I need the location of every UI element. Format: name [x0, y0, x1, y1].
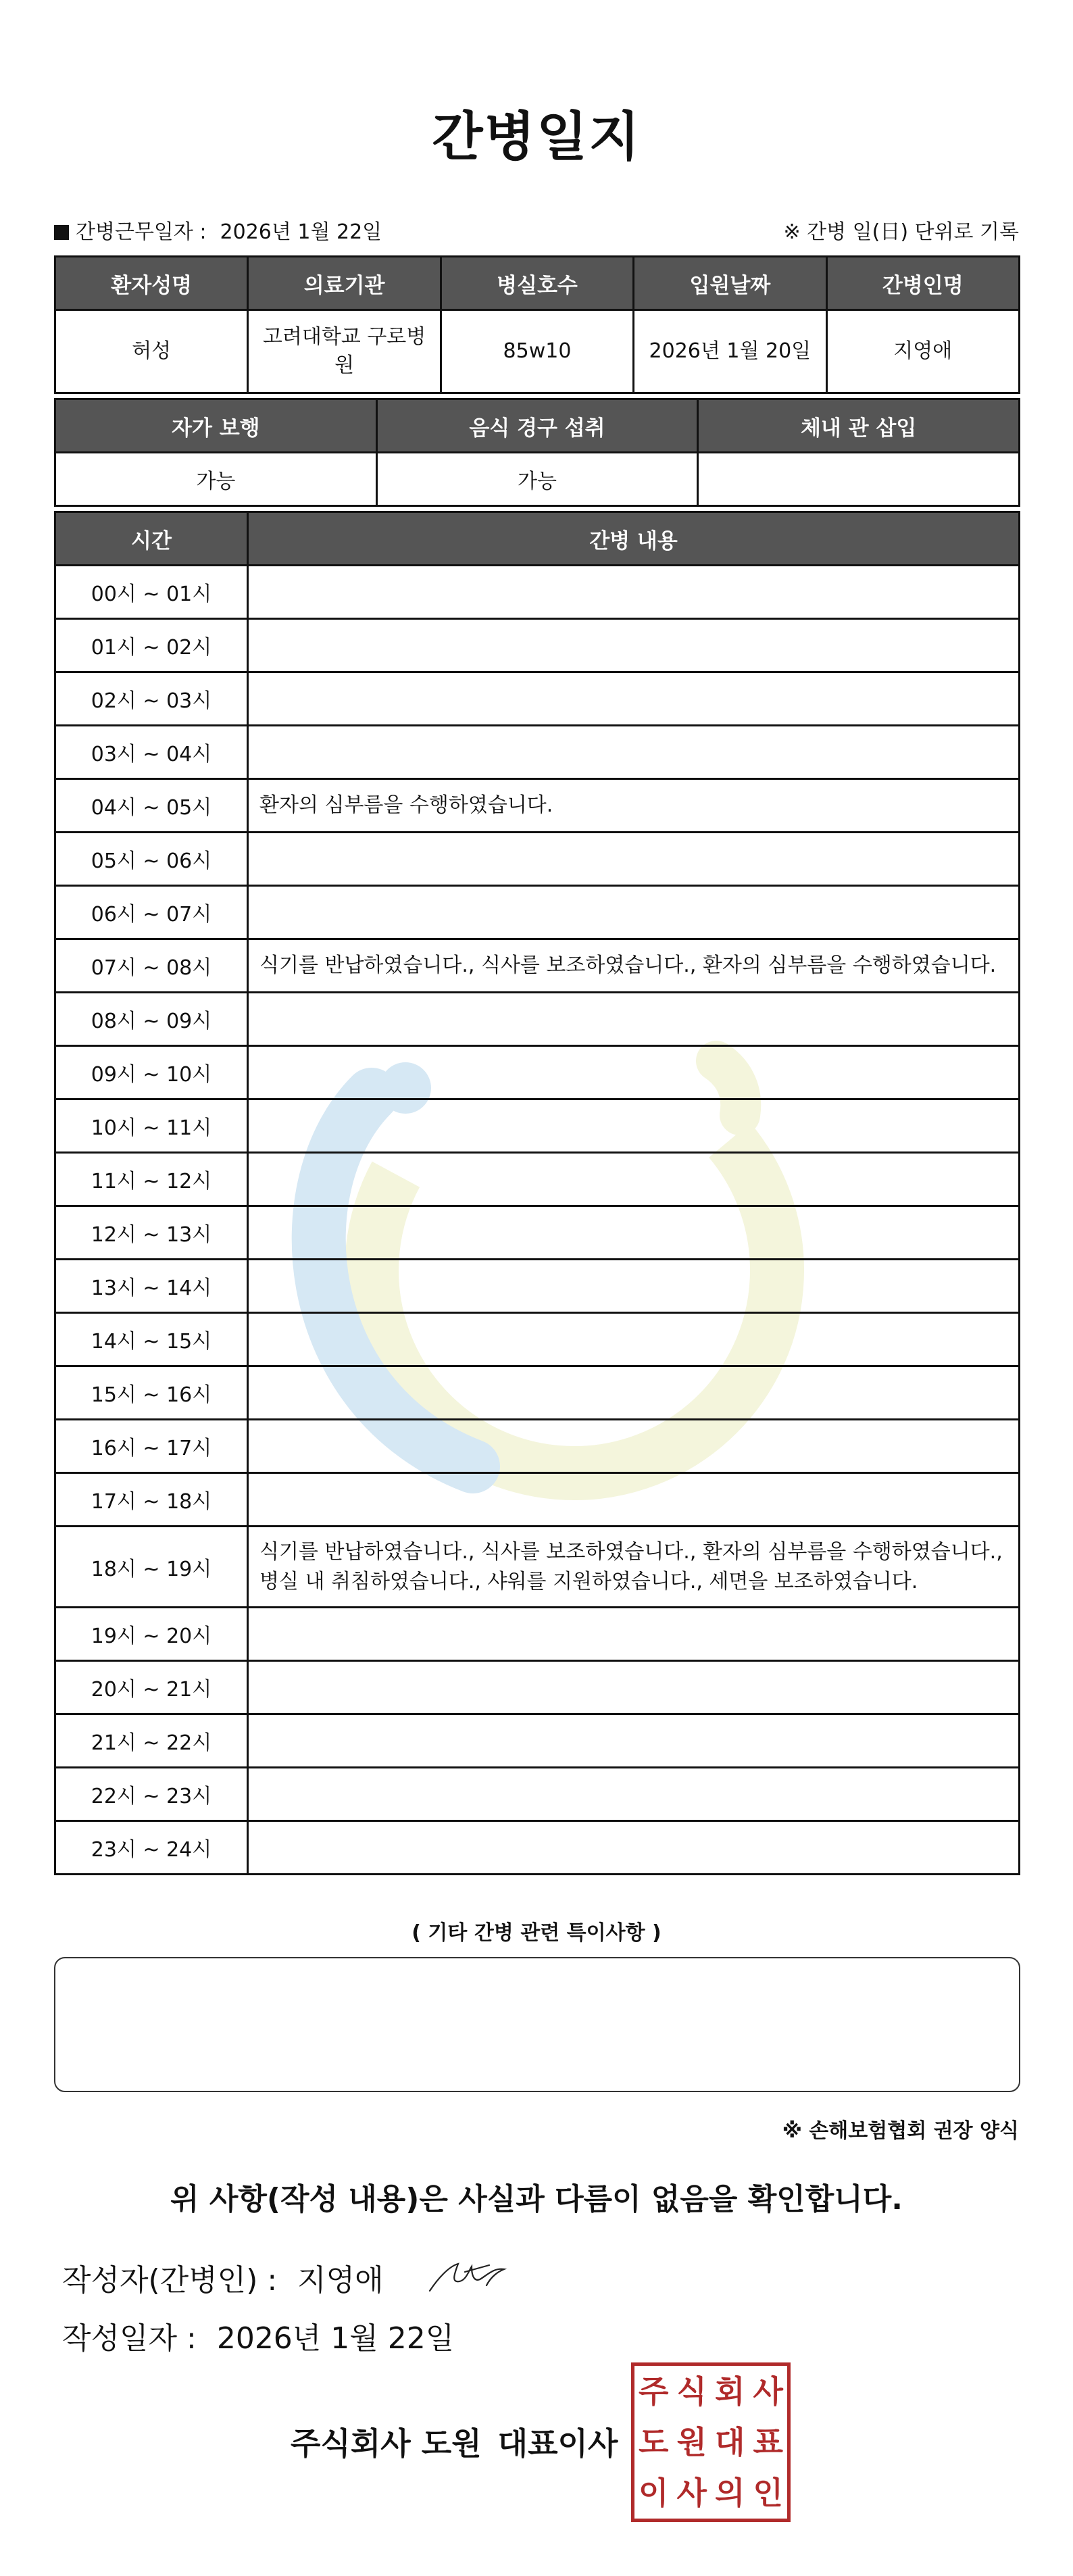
log-content: [248, 619, 1020, 672]
page-title: 간병일지: [432, 107, 641, 168]
write-date-value: 2026년 1월 22일: [216, 2321, 455, 2356]
header-time: 시간: [55, 512, 248, 566]
header-caregiver: 간병인명: [826, 257, 1019, 310]
header-room: 병실호수: [441, 257, 633, 310]
log-content: [248, 833, 1020, 886]
room-number: 85w10: [441, 310, 633, 393]
table-row: [55, 1608, 1020, 1661]
oral-intake: 가능: [376, 453, 698, 506]
log-time: 19시 ~ 20시: [55, 1608, 248, 1661]
table-row: [55, 726, 1020, 779]
write-date-label: 작성일자 :: [62, 2321, 197, 2356]
seal-character: 도: [639, 2423, 669, 2460]
log-content: [248, 1821, 1020, 1875]
notes-title: ( 기타 간병 관련 특이사항 ): [411, 1921, 662, 1945]
care-log-table: [54, 511, 1020, 1875]
table-row: [55, 1768, 1020, 1821]
log-time: 22시 ~ 23시: [55, 1768, 248, 1821]
table-row: [55, 1366, 1020, 1420]
patient-info-table: [54, 255, 1020, 394]
table-row: [55, 779, 1020, 833]
log-content: [248, 1420, 1020, 1473]
log-content: 식기를 반납하였습니다., 식사를 보조하였습니다., 환자의 심부름을 수행하였습니다., 병실 내 취침하였습니다., 샤워를 지원하였습니다., 세면을 보조하였습니다.: [248, 1527, 1020, 1608]
patient-name: 허성: [55, 310, 248, 393]
table-row: [55, 619, 1020, 672]
log-time: 18시 ~ 19시: [55, 1527, 248, 1608]
header-tube-insertion: 체내 관 삽입: [698, 399, 1020, 453]
seal-character: 주: [639, 2373, 669, 2410]
seal-character: 사: [753, 2373, 783, 2410]
meta-row: [54, 215, 1019, 245]
log-time: 11시 ~ 12시: [55, 1153, 248, 1206]
table-row: [55, 1313, 1020, 1366]
log-content: [248, 1099, 1020, 1153]
log-time: 02시 ~ 03시: [55, 672, 248, 726]
patient-ability-table: [54, 398, 1020, 507]
caregiver-name: 지영애: [826, 310, 1019, 393]
log-content: [248, 1153, 1020, 1206]
log-time: 09시 ~ 10시: [55, 1046, 248, 1099]
seal-character: 대: [715, 2423, 745, 2460]
log-content: [248, 726, 1020, 779]
log-content: [248, 1608, 1020, 1661]
log-time: 23시 ~ 24시: [55, 1821, 248, 1875]
log-time: 17시 ~ 18시: [55, 1473, 248, 1527]
table-row: [55, 1046, 1020, 1099]
table-row: [55, 833, 1020, 886]
seal-character: 표: [753, 2423, 783, 2460]
handwritten-signature: [424, 2252, 519, 2299]
seal-character: 회: [715, 2373, 745, 2410]
table-row: [55, 939, 1020, 993]
log-content: [248, 1768, 1020, 1821]
table-row: [55, 1099, 1020, 1153]
writer-name: 지영애: [297, 2263, 384, 2298]
admission-date: 2026년 1월 20일: [634, 310, 826, 393]
seal-character: 식: [676, 2373, 707, 2410]
hospital: 고려대학교 구로병원: [248, 310, 441, 393]
unit-note: ※ 간병 일(日) 단위로 기록: [783, 220, 1019, 244]
header-oral-intake: 음식 경구 섭취: [376, 399, 698, 453]
work-date-value: 2026년 1월 22일: [220, 220, 382, 244]
log-time: 07시 ~ 08시: [55, 939, 248, 993]
square-bullet-icon: [54, 225, 69, 240]
seal-character: 인: [753, 2475, 783, 2512]
log-content: [248, 1206, 1020, 1260]
log-time: 06시 ~ 07시: [55, 886, 248, 939]
log-time: 21시 ~ 22시: [55, 1714, 248, 1768]
company-seal-stamp: [631, 2362, 791, 2522]
table-row: [55, 1473, 1020, 1527]
log-content: [248, 1313, 1020, 1366]
company-line: [291, 2419, 618, 2464]
log-content: [248, 566, 1020, 619]
table-row: [55, 993, 1020, 1046]
log-content: 환자의 심부름을 수행하였습니다.: [248, 779, 1020, 833]
log-content: [248, 1366, 1020, 1420]
log-time: 03시 ~ 04시: [55, 726, 248, 779]
table-row: [55, 1153, 1020, 1206]
header-self-walking: 자가 보행: [55, 399, 377, 453]
seal-character: 의: [715, 2475, 745, 2512]
header-admission-date: 입원날짜: [634, 257, 826, 310]
table-row: [55, 1260, 1020, 1313]
header-care-content: 간병 내용: [248, 512, 1020, 566]
header-hospital: 의료기관: [248, 257, 441, 310]
log-time: 12시 ~ 13시: [55, 1206, 248, 1260]
table-row: [55, 1714, 1020, 1768]
table-row: [55, 1420, 1020, 1473]
log-content: 식기를 반납하였습니다., 식사를 보조하였습니다., 환자의 심부름을 수행하였습니다.: [248, 939, 1020, 993]
table-row: [55, 672, 1020, 726]
work-date-label: 간병근무일자 :: [76, 220, 207, 244]
notes-box: [54, 1957, 1020, 2092]
table-row: [55, 1527, 1020, 1608]
form-source-note: ※ 손해보험협회 권장 양식: [782, 2119, 1019, 2143]
table-row: [55, 1821, 1020, 1875]
confirmation-statement: 위 사항(작성 내용)은 사실과 다름이 없음을 확인합니다.: [170, 2182, 903, 2216]
log-time: 15시 ~ 16시: [55, 1366, 248, 1420]
header-patient-name: 환자성명: [55, 257, 248, 310]
seal-character: 사: [676, 2475, 707, 2512]
log-time: 01시 ~ 02시: [55, 619, 248, 672]
table-row: [55, 566, 1020, 619]
log-content: [248, 1046, 1020, 1099]
log-time: 16시 ~ 17시: [55, 1420, 248, 1473]
log-content: [248, 993, 1020, 1046]
write-date-line: [62, 2314, 454, 2357]
log-time: 13시 ~ 14시: [55, 1260, 248, 1313]
log-time: 00시 ~ 01시: [55, 566, 248, 619]
log-content: [248, 886, 1020, 939]
table-row: [55, 1206, 1020, 1260]
log-time: 20시 ~ 21시: [55, 1661, 248, 1714]
log-content: [248, 1260, 1020, 1313]
log-content: [248, 1473, 1020, 1527]
work-date: [54, 215, 382, 245]
self-walking: 가능: [55, 453, 377, 506]
log-time: 08시 ~ 09시: [55, 993, 248, 1046]
log-content: [248, 1661, 1020, 1714]
log-time: 14시 ~ 15시: [55, 1313, 248, 1366]
table-row: [55, 1661, 1020, 1714]
log-time: 05시 ~ 06시: [55, 833, 248, 886]
log-time: 04시 ~ 05시: [55, 779, 248, 833]
table-row: [55, 886, 1020, 939]
seal-character: 원: [676, 2423, 707, 2460]
company-name: 주식회사 도원: [291, 2425, 482, 2462]
writer-label: 작성자(간병인) :: [62, 2263, 278, 2298]
log-content: [248, 672, 1020, 726]
company-rep: 대표이사: [497, 2425, 618, 2462]
log-time: 10시 ~ 11시: [55, 1099, 248, 1153]
log-content: [248, 1714, 1020, 1768]
tube-insertion: [698, 453, 1020, 506]
seal-character: 이: [639, 2475, 669, 2512]
writer-line: [62, 2256, 384, 2299]
